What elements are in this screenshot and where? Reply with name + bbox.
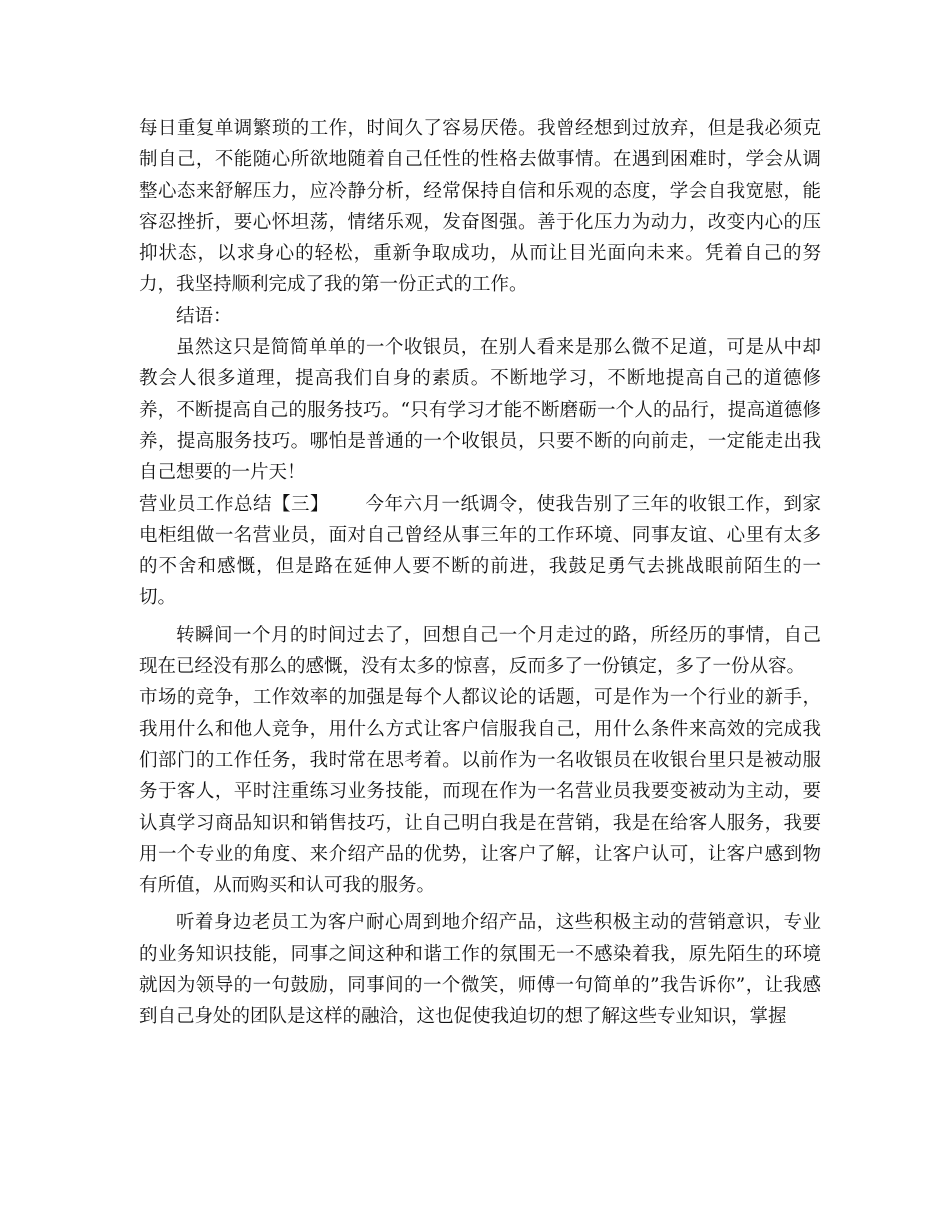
- paragraph-1: 每日重复单调繁琐的工作，时间久了容易厌倦。我曾经想到过放弃，但是我必须克制自己，不能随心所欲地随着自己任性的性格去做事情。在遇到困难时，学会从调整心态来舒解压力，应冷静分析，经常保持自信和乐观的态度，学会自我宽慰，能容忍挫折，要心怀坦荡，情绪乐观，发奋图强。善于化压力为动力，改变内心的压抑状态，以求身心的轻松，重新争取成功，从而让目光面向未来。凭着自己的努力，我坚持顺利完成了我的第一份正式的工作。: [139, 118, 821, 296]
- paragraph-3-text: 今年六月一纸调令，使我告别了三年的收银工作，到家电柜组做一名营业员，面对自己曾经从事三年的工作环境、同事友谊、心里有太多的不舍和感慨，但是路在延伸人要不断的前进，我鼓足勇气去挑战眼前陌生的一切。: [139, 493, 821, 609]
- document-page: [139, 113, 821, 1033]
- paragraph-2: 虽然这只是简简单单的一个收银员，在别人看来是那么微不足道，可是从中却教会人很多道理，提高我们自身的素质。不断地学习，不断地提高自己的道德修养，不断提高自己的服务技巧。“只有学习才能不断磨砺一个人的品行，提高道德修养，提高服务技巧。哪怕是普通的一个收银员，只要不断的向前走，一定能走出我自己想要的一片天！: [139, 337, 821, 484]
- section-heading: 营业员工作总结【三】: [139, 493, 329, 515]
- paragraph-3: [139, 489, 821, 614]
- paragraph-6: 听着身边老员工为客户耐心周到地介绍产品，这些积极主动的营销意识，专业的业务知识技能，同事之间这种和谐工作的氛围无一不感染着我，原先陌生的环境就因为领导的一句鼓励，同事间的一个微笑，师傅一句简单的”我告诉你”，让我感到自己身处的团队是这样的融洽，这也促使我迫切的想了解这些专业知识，掌握: [139, 912, 821, 1028]
- paragraph-4: 转瞬间一个月的时间过去了，回想自己一个月走过的路，所经历的事情，自己现在已经没有那么的感慨，没有太多的惊喜，反而多了一份镇定，多了一份从容。: [139, 624, 821, 678]
- paragraph-conclusion-label: 结语：: [176, 305, 232, 327]
- paragraph-5: 市场的竞争，工作效率的加强是每个人都议论的话题，可是作为一个行业的新手，我用什么和他人竞争，用什么方式让客户信服我自己，用什么条件来高效的完成我们部门的工作任务，我时常在思考着。以前作为一名收银员在收银台里只是被动服务于客人，平时注重练习业务技能，而现在作为一名营业员我要变被动为主动，要认真学习商品知识和销售技巧，让自己明白我是在营销，我是在给客人服务，我要用一个专业的角度、来介绍产品的优势，让客户了解，让客户认可，让客户感到物有所值，从而购买和认可我的服务。: [139, 687, 821, 897]
